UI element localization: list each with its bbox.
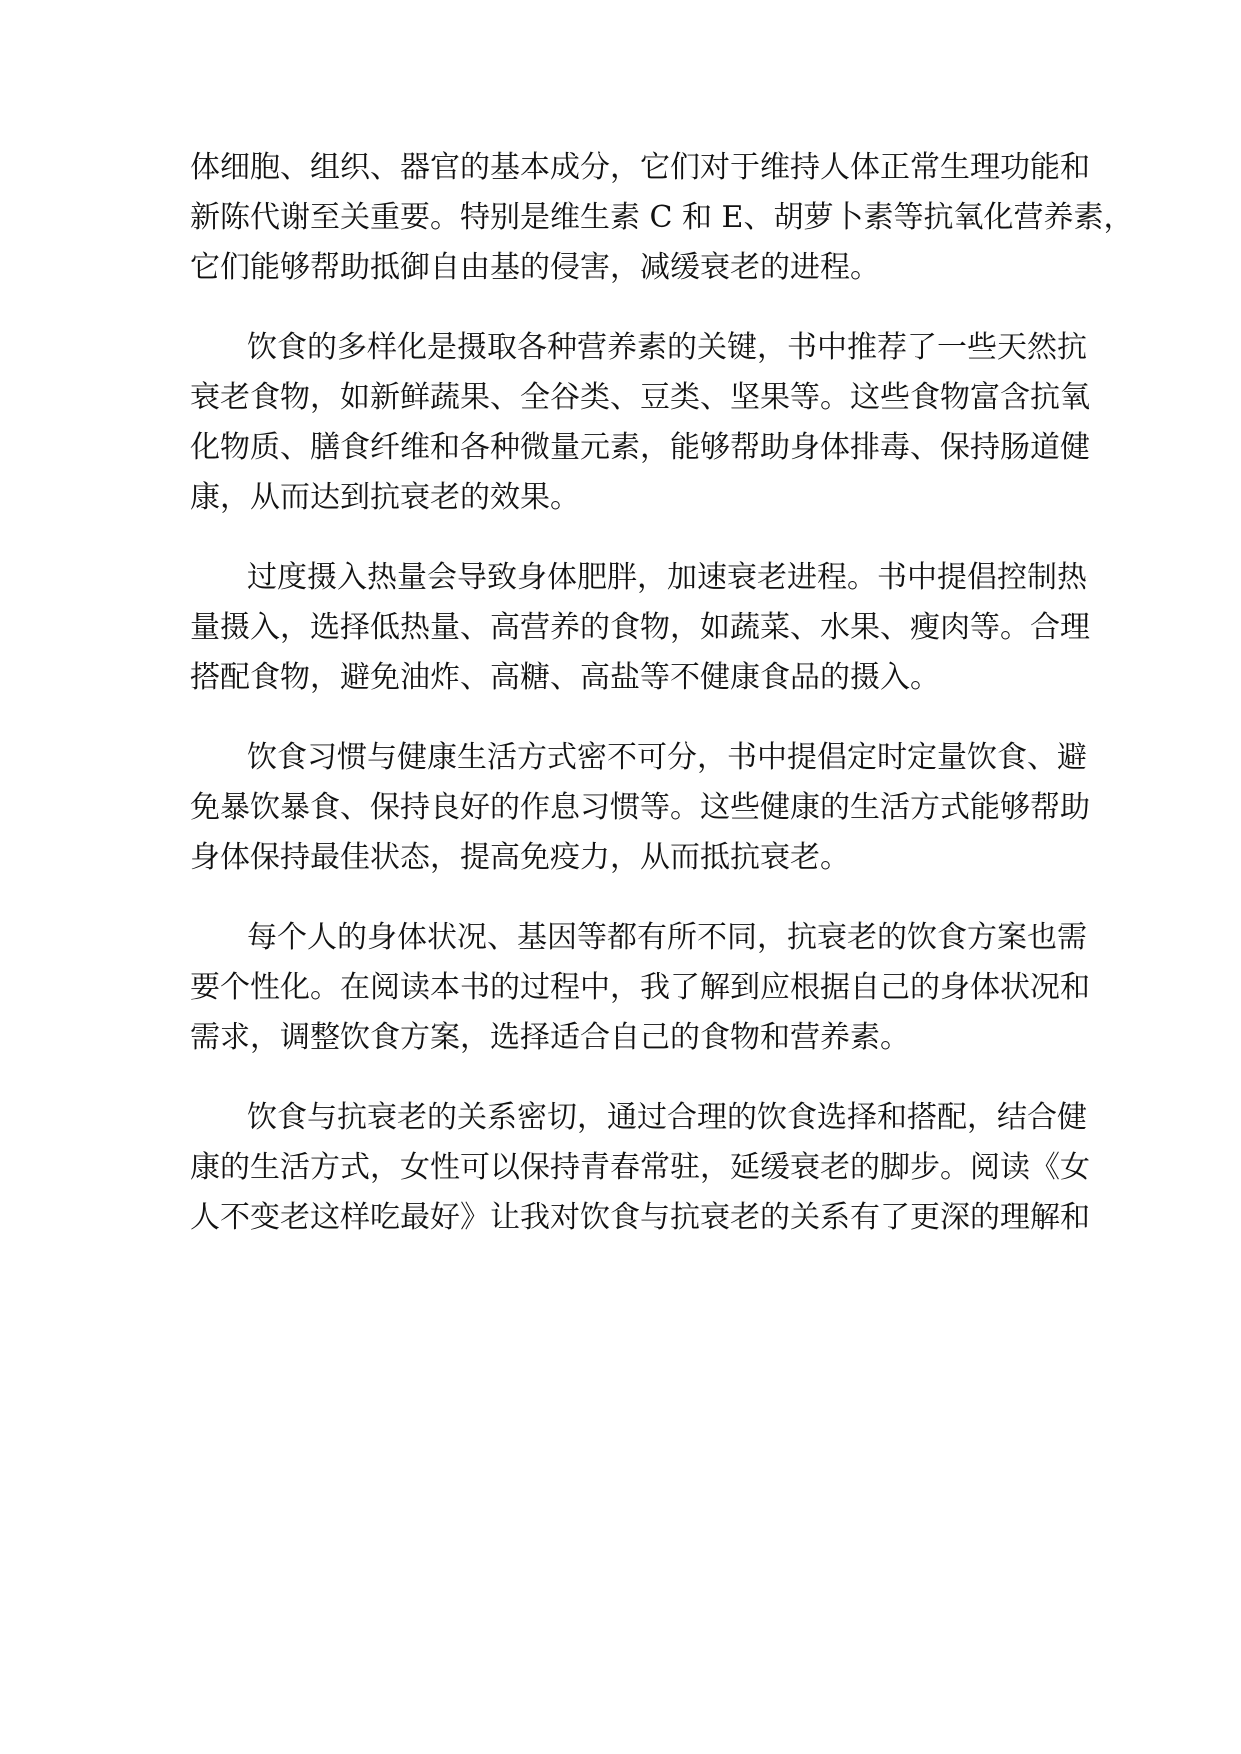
paragraph-6: [190, 1093, 1090, 1243]
paragraph-2: [190, 323, 1090, 523]
text-line: 过度摄入热量会导致身体肥胖，加速衰老进程。书中提倡控制热: [247, 560, 1087, 595]
paragraph-5: [190, 913, 1090, 1063]
text-line: 化物质、膳食纤维和各种微量元素，能够帮助身体排毒、保持肠道健: [190, 430, 1090, 465]
text-line: 体细胞、组织、器官的基本成分，它们对于维持人体正常生理功能和: [190, 150, 1090, 185]
paragraph-3: [190, 553, 1090, 703]
text-line: 康的生活方式，女性可以保持青春常驻，延缓衰老的脚步。阅读《女: [190, 1150, 1090, 1185]
text-line: 免暴饮暴食、保持良好的作息习惯等。这些健康的生活方式能够帮助: [190, 790, 1090, 825]
document-body: [190, 143, 1134, 1243]
text-line: 饮食的多样化是摄取各种营养素的关键，书中推荐了一些天然抗: [247, 330, 1087, 365]
text-line: 要个性化。在阅读本书的过程中，我了解到应根据自己的身体状况和: [190, 970, 1090, 1005]
text-line: 量摄入，选择低热量、高营养的食物，如蔬菜、水果、瘦肉等。合理: [190, 610, 1090, 645]
text-line: 人不变老这样吃最好》让我对饮食与抗衰老的关系有了更深的理解和: [190, 1200, 1090, 1235]
paragraph-4: [190, 733, 1090, 883]
text-line: 康，从而达到抗衰老的效果。: [190, 480, 580, 515]
text-line: 它们能够帮助抵御自由基的侵害，减缓衰老的进程。: [190, 250, 880, 285]
text-line: 新陈代谢至关重要。特别是维生素 C 和 E、胡萝卜素等抗氧化营养素，: [190, 200, 1134, 235]
text-line: 每个人的身体状况、基因等都有所不同，抗衰老的饮食方案也需: [247, 920, 1087, 955]
text-line: 需求，调整饮食方案，选择适合自己的食物和营养素。: [190, 1020, 910, 1055]
text-line: 衰老食物，如新鲜蔬果、全谷类、豆类、坚果等。这些食物富含抗氧: [190, 380, 1090, 415]
paragraph-1: [190, 143, 1134, 293]
text-line: 饮食习惯与健康生活方式密不可分，书中提倡定时定量饮食、避: [247, 740, 1087, 775]
text-line: 身体保持最佳状态，提高免疫力，从而抵抗衰老。: [190, 840, 850, 875]
text-line: 搭配食物，避免油炸、高糖、高盐等不健康食品的摄入。: [190, 660, 940, 695]
text-line: 饮食与抗衰老的关系密切，通过合理的饮食选择和搭配，结合健: [247, 1100, 1087, 1135]
